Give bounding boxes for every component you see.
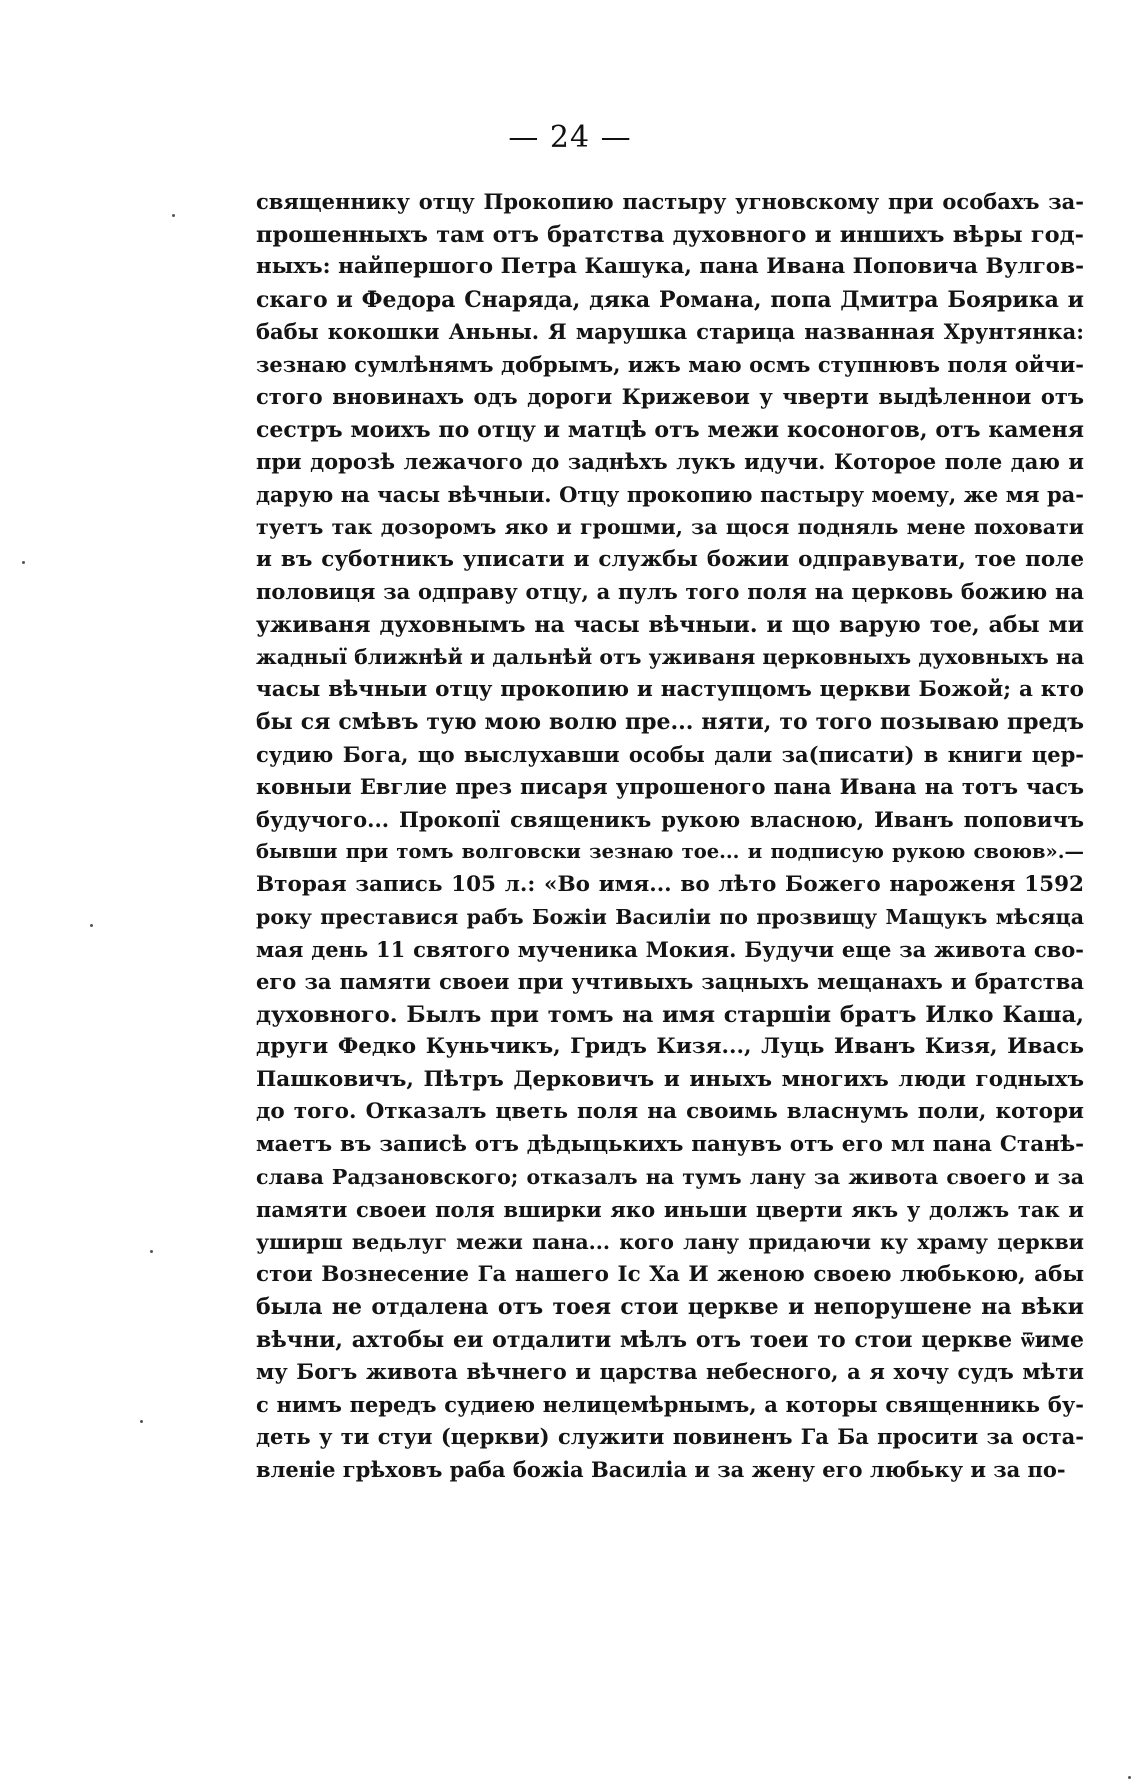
text-line: туетъ так дозоромъ яко и грошми, за щося подняль мене поховати bbox=[256, 515, 1084, 539]
text-line: бывши при томъ волговски зезнаю тое... и подписую рукою своюв».— bbox=[256, 840, 1084, 863]
text-line: Вторая запись 105 л.: «Во имя... во лѣто Божего нароженя 1592 bbox=[256, 871, 1084, 897]
text-line: половиця за одправу отцу, а пулъ того поля на церковь божию на bbox=[256, 579, 1084, 604]
text-line: вѣчни, ахтобы еи отдалити мѣлъ отъ тоеи то стои церкве ѿиме bbox=[256, 1326, 1084, 1353]
scan-speck bbox=[22, 561, 25, 564]
text-line: его за памяти своеи при учтивыхъ зацныхъ мещанахъ и братства bbox=[256, 969, 1084, 994]
text-line: будучого... Прокопї священикъ рукою власною, Иванъ поповичъ bbox=[256, 806, 1084, 832]
text-line: Пашковичъ, Пѣтръ Дерковичъ и иныхъ многихъ люди годныхъ bbox=[256, 1066, 1084, 1092]
text-line: стого вновинахъ одъ дороги Крижевои у чверти выдѣленнои отъ bbox=[256, 384, 1084, 409]
text-line: ныхъ: найпершого Петра Кашука, пана Ивана Поповича Вулгов- bbox=[256, 254, 1084, 279]
text-line: уширш ведьлуг межи пана... кого лану придаючи ку храму церкви bbox=[256, 1230, 1084, 1254]
text-line: с нимъ передъ судиею нелицемѣрнымъ, а которы священникь бу- bbox=[256, 1391, 1084, 1417]
text-line: други Федко Куньчикъ, Гридъ Кизя..., Луць Иванъ Кизя, Ивась bbox=[256, 1034, 1084, 1059]
text-line: маетъ въ записѣ отъ дѣдыцькихъ панувъ отъ его мл пана Станѣ- bbox=[256, 1131, 1084, 1157]
text-line: памяти своеи поля вширки яко иньши цверти якъ у должъ так и bbox=[256, 1196, 1084, 1222]
text-line: священнику отцу Прокопию пастыру угновскому при особахъ за- bbox=[256, 189, 1084, 214]
text-line: стои Вознесение Га нашего Іс Ха И женою своею любькою, абы bbox=[256, 1261, 1084, 1287]
text-line: духовного. Былъ при томъ на имя старшіи братъ Илко Каша, bbox=[256, 1001, 1084, 1028]
text-line: судию Бога, що выслухавши особы дали за(писати) в книги цер- bbox=[256, 741, 1084, 767]
text-line: року преставися рабъ Божіи Василіи по прозвищу Мащукъ мѣсяца bbox=[256, 905, 1084, 929]
text-line: была не отдалена отъ тоея стои церкве и непорушене на вѣки bbox=[256, 1294, 1084, 1320]
text-line: зезнаю сумлѣнямъ добрымъ, ижъ маю осмъ ступнювъ поля ойчи- bbox=[256, 351, 1084, 377]
scan-speck bbox=[90, 924, 93, 927]
text-line: мая день 11 святого мученика Мокия. Будучи еще за живота сво- bbox=[256, 936, 1084, 962]
page-number: — 24 — bbox=[508, 120, 632, 155]
text-line: му Богъ живота вѣчнего и царства небесного, а я хочу судъ мѣти bbox=[256, 1359, 1084, 1384]
text-line: до того. Отказалъ цветь поля на своимь власнумъ поли, котори bbox=[256, 1099, 1084, 1124]
body-text bbox=[256, 186, 1084, 1486]
text-line: прошенныхъ там отъ братства духовного и иншихъ вѣры год- bbox=[256, 221, 1084, 248]
text-line: при дорозѣ лежачого до заднѣхъ лукъ идучи. Которое поле даю и bbox=[256, 449, 1084, 474]
scan-speck bbox=[1128, 1776, 1131, 1779]
scan-speck bbox=[140, 1420, 143, 1423]
text-line: слава Радзановского; отказалъ на тумъ лану за живота своего и за bbox=[256, 1165, 1084, 1189]
text-line: жадныї ближнѣй и дальнѣй отъ уживаня церковныхъ духовныхъ на bbox=[256, 645, 1084, 669]
text-line: деть у ти стуи (церкви) служити повиненъ Га Ба просити за оста- bbox=[256, 1424, 1084, 1449]
scan-speck bbox=[172, 214, 175, 217]
scan-speck bbox=[150, 1250, 153, 1253]
text-line: сестръ моихъ по отцу и матцѣ отъ межи косоногов, отъ каменя bbox=[256, 416, 1084, 443]
text-line: бабы кокошки Аньны. Я марушка старица названная Хрунтянка: bbox=[256, 319, 1084, 344]
text-line: уживаня духовнымъ на часы вѣчныи. и що варую тое, абы ми bbox=[256, 611, 1084, 638]
text-line: часы вѣчныи отцу прокопию и наступцомъ церкви Божой; а кто bbox=[256, 676, 1084, 702]
text-line: и въ суботникъ уписати и службы божии одправувати, тое поле bbox=[256, 546, 1084, 572]
text-line: вленіе грѣховъ раба божіа Василіа и за жену его любьку и за по- bbox=[256, 1456, 1066, 1482]
text-line: бы ся смѣвъ тую мою волю пре... няти, то того позываю предъ bbox=[256, 709, 1084, 735]
text-line: ковныи Евглие през писаря упрошеного пана Ивана на тотъ часъ bbox=[256, 774, 1084, 799]
text-line: скаго и Федора Снаряда, дяка Романа, попа Дмитра Боярика и bbox=[256, 286, 1084, 313]
text-line: дарую на часы вѣчныи. Отцу прокопию пастыру моему, же мя ра- bbox=[256, 481, 1084, 507]
